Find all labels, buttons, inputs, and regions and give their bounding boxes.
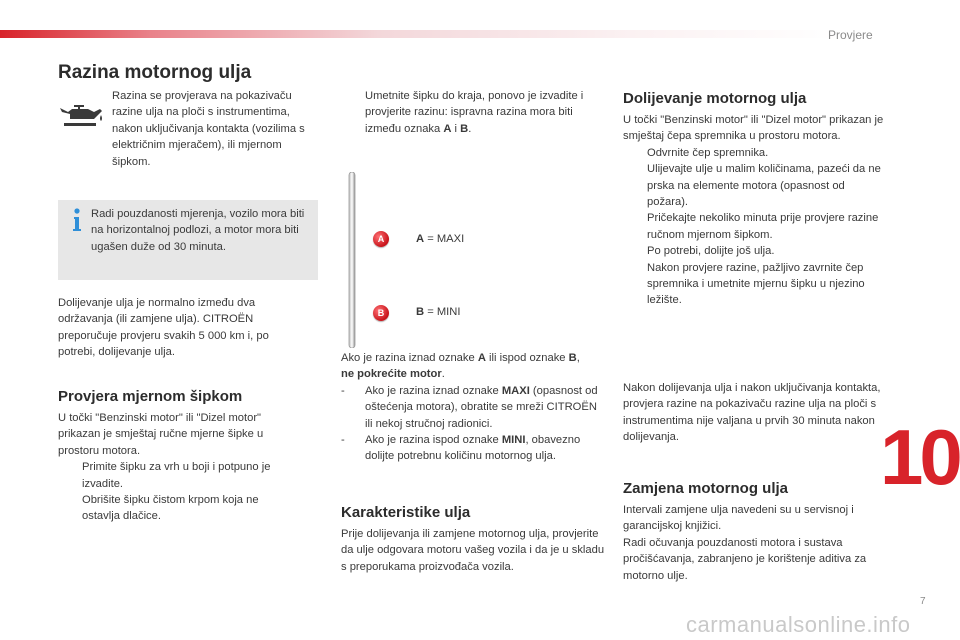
level-b-label: B = MINI [416, 306, 461, 318]
oil-change-title: Zamjena motornog ulja [623, 480, 789, 497]
list-item: Odvrnite čep spremnika. [647, 146, 769, 159]
oil-specs-title: Karakteristike ulja [341, 504, 471, 521]
list-item: Nakon provjere razine, pažljivo zavrnite čep spremnika i umetnite mjernu šipku u njezino ležište. [647, 261, 865, 307]
oil-can-icon [58, 102, 104, 128]
list-item: Po potrebi, dolijte još ulja. [647, 245, 775, 258]
after-top-up-text: Nakon dolijevanja ulja i nakon uključivanja kontakta, provjera razine na pokazivaču razine ulja na ploči s instrumentima nije valjana u prvih 30 minuta nakon dolijevanja. [623, 382, 881, 444]
list-item: Ulijevajte ulje u malim količinama, pazeći da ne prska na elemente motora (opasnost od požara). [647, 163, 881, 209]
chapter-number: 10 [880, 413, 959, 501]
oil-change-section [623, 502, 885, 584]
oil-specs-text: Prije dolijevanja ili zamjene motornog ulja, provjerite da ulje odgovara motoru vašeg vozila i da je u skladu s preporukama proizvođača vozila. [341, 528, 605, 573]
top-up-oil-title: Dolijevanje motornog ulja [623, 90, 807, 107]
info-icon [72, 208, 82, 232]
list-item: Pričekajte nekoliko minuta prije provjere razine ručnom mjernom šipkom. [647, 212, 879, 241]
level-a-label: A = MAXI [416, 233, 465, 245]
page-title: Razina motornog ulja [58, 62, 252, 83]
dipstick-intro: U točki "Benzinski motor" ili "Dizel motor" prikazan je smještaj ručne mjerne šipke u prostoru motora. [58, 412, 264, 457]
header-accent-bar [0, 30, 840, 38]
level-condition: Ako je razina iznad oznake A ili ispod oznake B, ne pokrećite motor. [341, 352, 580, 381]
top-up-intro: U točki "Benzinski motor" ili "Dizel motor" prikazan je smještaj čepa spremnika u prostoru motora. [623, 114, 884, 143]
section-title: Provjere [828, 28, 873, 42]
watermark[interactable]: carmanualsonline.info [686, 612, 911, 637]
insert-dipstick-step [341, 88, 603, 137]
oil-change-interval: Intervali zamjene ulja navedeni su u servisnoj i garancijskoj knjižici. [623, 504, 854, 533]
list-item: Obrišite šipku čistom krpom koja ne ostavlja dlačice. [82, 494, 259, 523]
level-b-badge: B [373, 305, 389, 321]
top-up-oil-section [623, 112, 885, 309]
list-item: Umetnite šipku do kraja, ponovo je izvadite i provjerite razinu: ispravna razina mora biti između oznaka A i B. [365, 90, 584, 135]
level-warning-section [341, 350, 603, 465]
oil-change-additives: Radi očuvanja pouzdanosti motora i sustava pročišćavanja, zabranjeno je korištenje aditiva za motorno ulje. [623, 536, 867, 582]
page-number: 7 [920, 596, 926, 607]
level-a-badge: A [373, 231, 389, 247]
intro-text: Razina se provjerava na pokazivaču razine ulja na ploči s instrumentima, nakon uključivanja kontakta (vozilima s električnim mjeračem), ili mjernom šipkom. [112, 90, 305, 168]
info-note-text: Radi pouzdanosti mjerenja, vozilo mora biti na horizontalnoj podlozi, a motor mora biti ugašen duže od 30 minuta. [91, 208, 305, 253]
top-up-interval-text: Dolijevanje ulja je normalno između dva održavanja (ili zamjene ulja). CITROËN preporučuje provjeru svakih 5 000 km i, po potrebi, dolijevanje ulja. [58, 297, 269, 359]
info-note-box [58, 200, 318, 280]
dipstick-icon [345, 172, 359, 348]
list-item: - Ako je razina ispod oznake MINI, obavezno dolijte potrebnu količinu motornog ulja. [341, 434, 581, 463]
dipstick-check-title: Provjera mjernom šipkom [58, 388, 243, 405]
list-item: - Ako je razina iznad oznake MAXI (opasnost od oštećenja motora), obratite se mreži CITROËN ili nekoj stručnoj radionici. [341, 384, 598, 430]
list-item: Primite šipku za vrh u boji i potpuno je izvadite. [82, 461, 271, 490]
dipstick-check-section [58, 410, 298, 525]
